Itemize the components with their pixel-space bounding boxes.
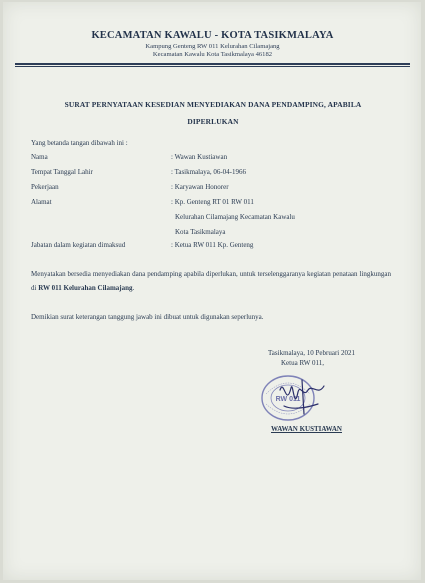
field-label-name: Nama: [31, 153, 48, 161]
statement-paragraph: [31, 267, 391, 295]
letterhead-rule-thin: [15, 66, 410, 67]
closing-paragraph: Demikian surat keterangan tanggung jawab ini dibuat untuk digunakan seperlunya.: [31, 313, 264, 321]
statement-bold-location: RW 011 Kelurahan Cilamajang: [38, 284, 133, 292]
letterhead-address-line-2: Kecamatan Kawalu Kota Tasikmalaya 46182: [152, 51, 273, 58]
letterhead-title: KECAMATAN KAWALU - KOTA TASIKMALAYA: [91, 30, 334, 41]
field-value-position: : Ketua RW 011 Kp. Genteng: [171, 241, 254, 249]
field-value-address-line-1: : Kp. Genteng RT 01 RW 011: [171, 198, 254, 206]
stamp-text: RW 011: [275, 396, 301, 403]
field-label-birth: Tempat Tanggal Lahir: [31, 168, 93, 176]
field-label-occupation: Pekerjaan: [31, 183, 59, 191]
field-value-occupation: : Karyawan Honorer: [171, 183, 229, 191]
field-value-name: : Wawan Kustiawan: [171, 153, 228, 161]
field-value-birth: : Tasikmalaya, 06-04-1966: [171, 168, 247, 176]
stamp-and-signature: [258, 368, 340, 424]
intro-text: Yang betanda tangan dibawah ini :: [31, 139, 128, 147]
document-title-line-1: SURAT PERNYATAAN KESEDIAN MENYEDIAKAN DANA PENDAMPING, APABILA: [64, 100, 362, 109]
field-label-position: Jabatan dalam kegiatan dimaksud: [31, 241, 126, 249]
letterhead-address-line-1: Kampung Genteng RW 011 Kelurahan Cilamajang: [145, 43, 280, 50]
signature-role: Ketua RW 011,: [281, 359, 324, 367]
document-title-line-2: DIPERLUKAN: [187, 117, 239, 126]
signatory-name: WAWAN KUSTIAWAN: [271, 425, 342, 433]
field-label-address: Alamat: [31, 198, 52, 206]
field-value-address-line-3: Kota Tasikmalaya: [175, 228, 226, 236]
signature-place-date: Tasikmalaya, 10 Pebruari 2021: [268, 349, 355, 357]
field-value-address-line-2: Kelurahan Cilamajang Kecamatan Kawalu: [175, 213, 295, 221]
statement-end: .: [132, 284, 135, 292]
letterhead-rule-thick: [15, 63, 410, 65]
statement-text: Menyatakan bersedia menyediakan dana pendamping apabila diperlukan, untuk terselenggaranya kegiatan penataan lingkungan di: [31, 270, 391, 292]
document-title: [28, 96, 398, 130]
